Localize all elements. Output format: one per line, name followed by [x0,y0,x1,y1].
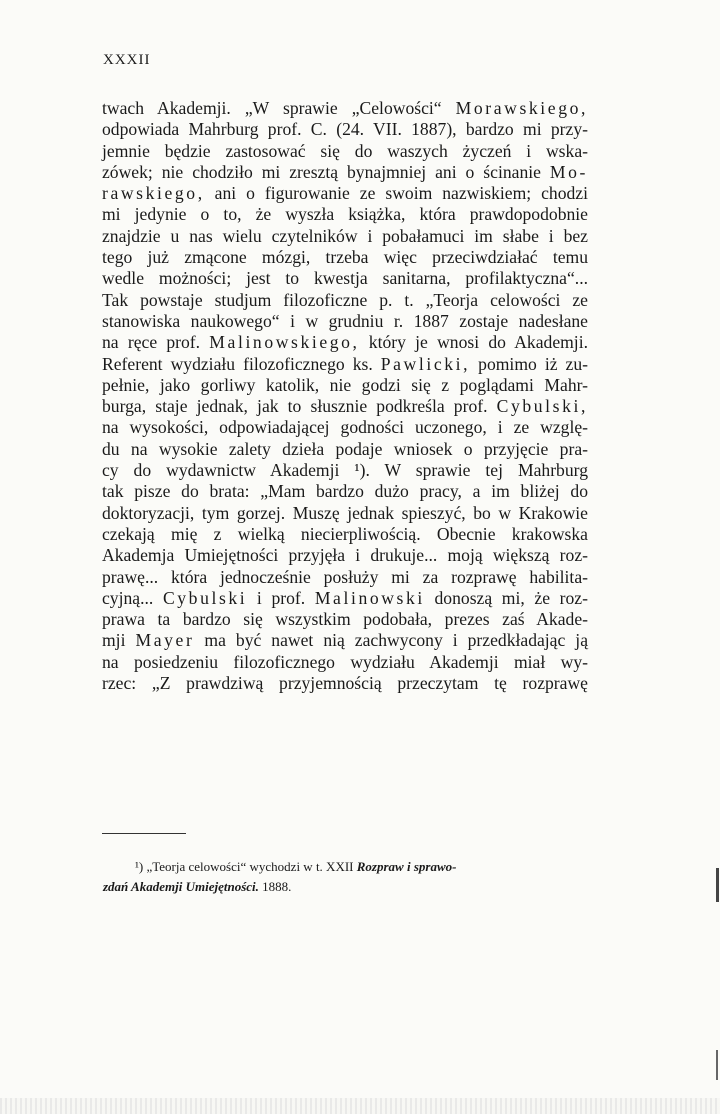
footnote [103,857,587,897]
spaced-name: Cybulski [162,587,248,608]
text-line [102,162,588,183]
footnote-text: „Teorja celowości“ wychodzi w t. XXII [143,859,357,874]
text-line: pełnie, jako gorliwy katolik, nie godzi się z poglądami Mahr- [102,374,588,395]
text-line [102,396,588,417]
text-line: znajdzie u nas wielu czytelników i pobałamuci im słabe i bez [102,225,588,246]
text-line: Tak powstaje studjum filozoficzne p. t. „Teorja celowości ze [102,289,588,310]
page-number: XXXII [103,52,151,68]
text-span: ma być nawet nią zachwycony i przedkładając ją [194,630,588,651]
text-line: mi jedynie o to, że wyszła książka, która prawdopodobnie [102,204,588,225]
text-span: Referent wydziału filozoficznego ks. [102,353,373,374]
spaced-name: rawskiego, [102,183,205,204]
text-line: stanowiska naukowego“ i w grudniu r. 1887 zostaje nadesłane [102,310,588,331]
spaced-name: Mo- [549,161,588,182]
text-span: i prof. [247,587,306,608]
text-span: cyjną... [102,587,154,608]
spaced-name: Morawskiego, [455,98,588,118]
text-span: zówek; nie chodziło mi zresztą bynajmniej ani o ścinanie [102,161,541,182]
footnote-marker: ¹) [135,859,144,874]
scan-edge-mark [716,1050,718,1080]
footnote-line [103,877,587,897]
text-line: prawę... która jednocześnie posłuży mi za rozprawę habilita- [102,566,588,587]
scan-edge-mark [716,868,719,902]
text-line: prawa ta bardzo się wszystkim podobała, prezes zaś Akade- [102,609,588,630]
text-span: twach Akademji. „W sprawie „Celowości“ [102,98,442,118]
text-span: pomimo iż zu- [470,353,588,374]
text-line: cy do wydawnictw Akademji ¹). W sprawie tej Mahrburg [102,460,588,481]
text-line: Akademja Umiejętności przyjęła i drukuje... moją większą roz- [102,545,588,566]
text-span: mji [102,630,126,651]
text-line [102,630,588,651]
text-line [102,183,588,204]
text-line: czekają mię z wielką niecierpliwością. Obecnie krakowska [102,523,588,544]
spaced-name: Malinowskiego, [209,332,360,353]
footnote-line [103,857,587,877]
text-span: na ręce prof. [102,332,201,353]
text-line: rzec: „Z prawdziwą przyjemnością przeczytam tę rozprawę [102,673,588,694]
text-line: na posiedzeniu filozoficznego wydziału Akademji miał wy- [102,651,588,672]
text-line: jemnie będzie zastosować się do waszych życzeń i wska- [102,140,588,161]
text-span: donoszą mi, że roz- [424,587,588,608]
text-span: burga, staje jednak, jak to słusznie podkreśla prof. [102,396,488,417]
spaced-name: Mayer [135,630,195,651]
spaced-name: Cybulski, [496,396,588,417]
footnote-title: Rozpraw i sprawo- [356,859,457,874]
footnote-title: zdań Akademji Umiejętności. [103,879,259,894]
text-line [102,332,588,353]
footnote-separator [102,833,186,834]
text-line: doktoryzacji, tym gorzej. Muszę jednak spieszyć, bo w Krakowie [102,502,588,523]
text-line: du na wysokie zalety dzieła podaje wniosek o przyjęcie pra- [102,438,588,459]
text-line: tego już zmącone mózgi, trzeba więc przeciwdziałać temu [102,247,588,268]
text-line: tak pisze do brata: „Mam bardzo dużo pracy, a im bliżej do [102,481,588,502]
text-line: odpowiada Mahrburg prof. C. (24. VII. 1887), bardzo mi przy- [102,119,588,140]
text-span: który je wnosi do Akademji. [359,332,588,353]
main-text [102,98,588,694]
spaced-name: Malinowski [314,587,425,608]
text-line [102,588,588,609]
text-line [102,98,588,119]
text-span: ani o figurowanie ze swoim nazwiskiem; chodzi [204,183,588,204]
text-line: na wysokości, odpowiadającej godności uczonego, i ze wzglę- [102,417,588,438]
text-line [102,354,588,375]
scan-noise-strip [0,1098,720,1114]
text-line: wedle możności; jest to kwestja sanitarna, profilaktyczna“... [102,268,588,289]
spaced-name: Pawlicki, [380,353,471,374]
footnote-text: 1888. [258,879,292,894]
